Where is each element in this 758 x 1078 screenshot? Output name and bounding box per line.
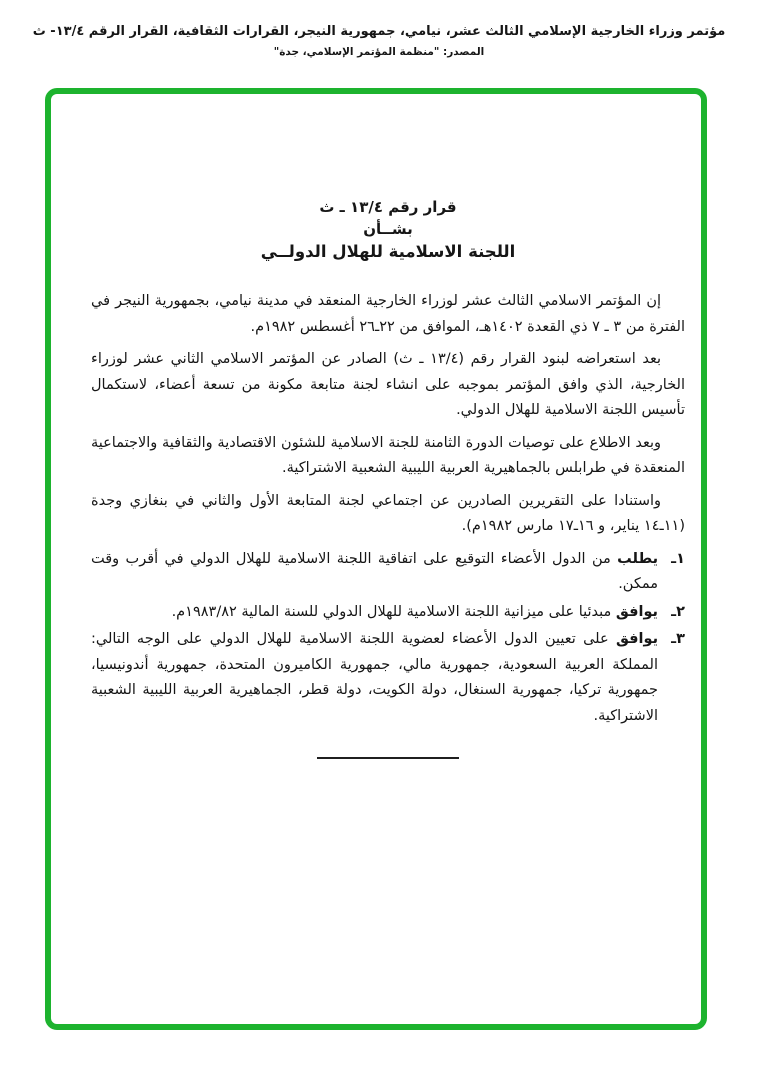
source-line: المصدر: "منظمة المؤتمر الإسلامي، جدة" xyxy=(273,46,485,58)
item-number: ٣ـ xyxy=(671,631,685,647)
item-text: على تعيين الدول الأعضاء لعضوية اللجنة الاسلامية للهلال الدولي على الوجه التالي: المملكة العربية السعودية، جمهورية مالي، جمهورية الكاميرون المتحدة، جمهورية أندونيسيا، جمهورية تركيا، جمهورية السنغال، دولة الكويت، دولة قطر، الجماهيرية العربية الليبية الشعبية الاشتراكية. xyxy=(91,631,658,724)
closing-divider xyxy=(317,757,459,759)
item-text: مبدئيا على ميزانية اللجنة الاسلامية للهلال الدولي للسنة المالية ١٩٨٣/٨٢م. xyxy=(171,603,612,620)
item-text: من الدول الأعضاء التوقيع على اتفاقية اللجنة الاسلامية للهلال الدولي في أقرب وقت ممكن. xyxy=(91,550,658,592)
resolution-item xyxy=(91,600,685,626)
item-number: ٢ـ xyxy=(671,603,685,620)
body-paragraph: إن المؤتمر الاسلامي الثالث عشر لوزراء الخارجية المنعقد في مدينة نيامي، بجمهورية النيجر في الفترة من ٣ ـ ٧ ذي القعدة ١٤٠٢هـ، الموافق من ٢٢ـ٢٦ أغسطس ١٩٨٢م. xyxy=(91,293,685,335)
resolution-items xyxy=(91,547,685,730)
body-paragraph: بعد استعراضه لبنود القرار رقم (١٣/٤ ـ ث) الصادر عن المؤتمر الاسلامي الثاني عشر لوزراء الخارجية، الذي وافق المؤتمر بموجبه على انشاء لجنة متابعة مكونة من تسعة أعضاء، لاستكمال تأسيس اللجنة الاسلامية للهلال الدولي. xyxy=(91,351,685,418)
body-paragraph: وبعد الاطلاع على توصيات الدورة الثامنة للجنة الاسلامية للشئون الاقتصادية والثقافية والاجتماعية المنعقدة في طرابلس بالجماهيرية العربية الليبية الشعبية الاشتراكية. xyxy=(91,434,685,476)
resolution-subject-label: بشــأن xyxy=(363,220,413,238)
item-number: ١ـ xyxy=(671,550,685,567)
resolution-subject: اللجنة الاسلامية للهلال الدولــي xyxy=(260,242,516,261)
body-paragraph: واستنادا على التقريرين الصادرين عن اجتماعي لجنة المتابعة الأول والثاني في بنغازي وجدة (١١ـ١٤ يناير، و ١٦ـ١٧ مارس ١٩٨٢م). xyxy=(91,492,685,534)
resolution-item xyxy=(91,547,685,598)
document-frame xyxy=(45,88,707,1030)
conference-citation-line: مؤتمر وزراء الخارجية الإسلامي الثالث عشر، نيامي، جمهورية النيجر، القرارات الثقافية، القرار الرقم ١٣/٤- ث xyxy=(32,24,726,39)
item-verb: يوافق xyxy=(615,631,659,647)
resolution-title-block xyxy=(91,196,685,263)
page-header xyxy=(0,24,758,58)
resolution-number: قرار رقم ١٣/٤ ـ ث xyxy=(319,198,457,216)
resolution-item xyxy=(91,627,685,729)
item-verb: يطلب xyxy=(617,550,659,567)
item-verb: يوافق xyxy=(615,603,658,620)
